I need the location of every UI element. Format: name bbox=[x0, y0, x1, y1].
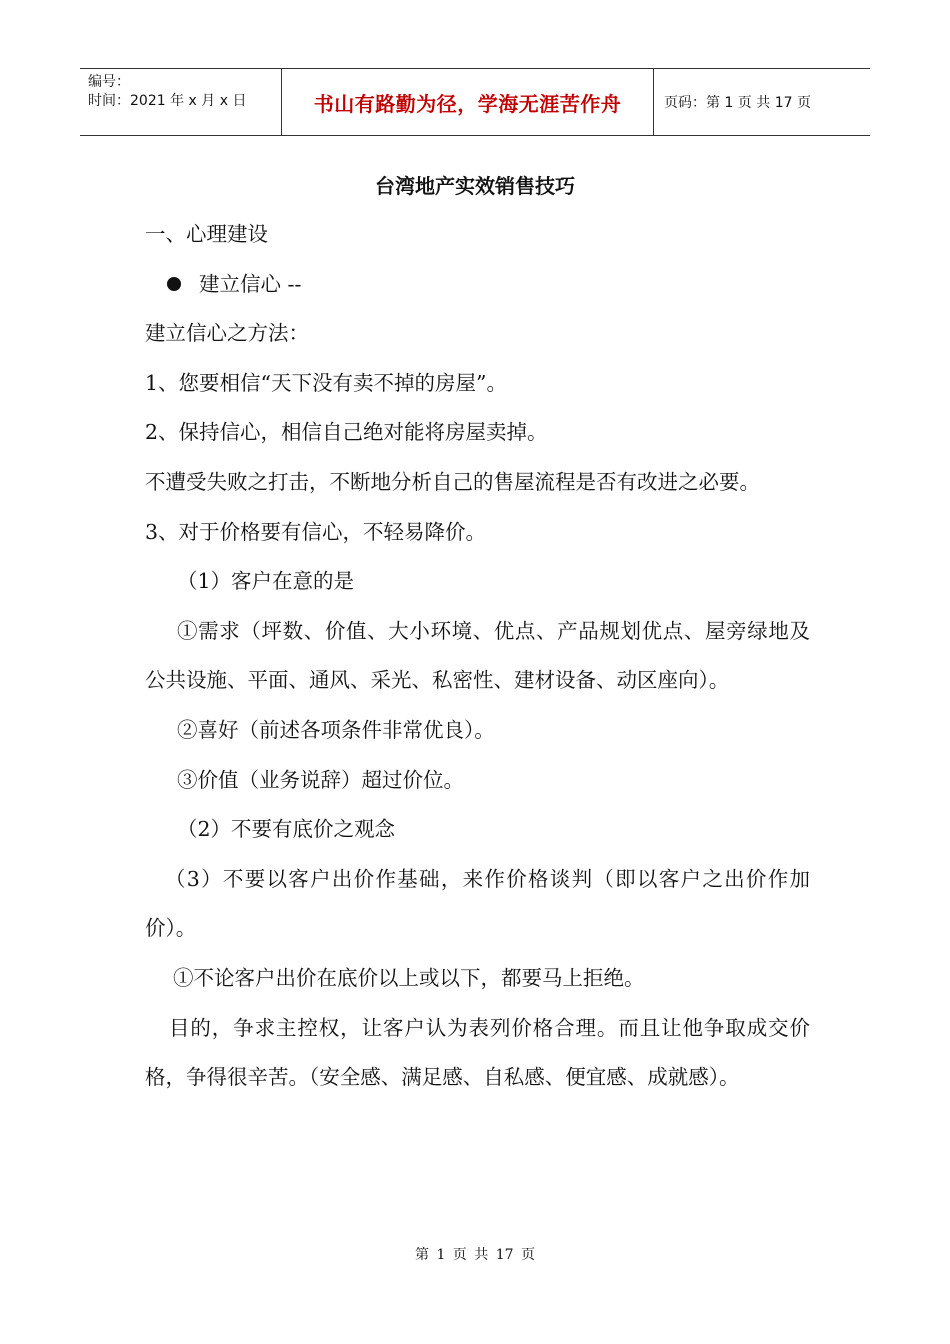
page-footer: 第 1 页 共 17 页 bbox=[415, 1247, 535, 1263]
sub-item-3: （3）不要以客户出价作基础，来作价格谈判（即以客户之出价作加价）。 bbox=[145, 866, 810, 941]
bullet-dot-icon bbox=[167, 277, 181, 291]
sub-item-1: （1）客户在意的是 bbox=[177, 569, 355, 594]
header-meta bbox=[80, 69, 282, 135]
circled-item-2: ②喜好（前述各项条件非常优良）。 bbox=[177, 717, 495, 742]
purpose-paragraph: 目的，争求主控权，让客户认为表列价格合理。而且让他争取成交价格，争得很辛苦。（安全感、满足感、自私感、便宜感、成就感）。 bbox=[145, 1015, 810, 1090]
method-heading: 建立信心之方法： bbox=[145, 321, 309, 346]
doc-number-label: 编号： bbox=[88, 74, 130, 90]
doc-time-label: 时间：2021 年 x 月 x 日 bbox=[88, 93, 247, 109]
header-page-info: 页码：第 1 页 共 17 页 bbox=[664, 95, 811, 111]
document-body bbox=[145, 210, 810, 1103]
list-item-1: 1、您要相信“天下没有卖不掉的房屋”。 bbox=[145, 370, 508, 395]
bullet-text: 建立信心 -- bbox=[199, 271, 302, 296]
list-item-3: 3、对于价格要有信心，不轻易降价。 bbox=[145, 519, 487, 544]
list-item-2: 2、保持信心，相信自己绝对能将房屋卖掉。 bbox=[145, 420, 548, 445]
section-heading: 一、心理建设 bbox=[145, 222, 268, 246]
circled-item-3: ③价值（业务说辞）超过价位。 bbox=[177, 767, 464, 792]
list-item-2-continued: 不遭受失败之打击，不断地分析自己的售屋流程是否有改进之必要。 bbox=[145, 469, 760, 494]
sub-item-2: （2）不要有底价之观念 bbox=[177, 817, 396, 842]
circled-item-1: ①需求（坪数、价值、大小环境、优点、产品规划优点、屋旁绿地及公共设施、平面、通风、采光、私密性、建材设备、动区座向）。 bbox=[145, 618, 810, 693]
header-motto: 书山有路勤为径，学海无涯苦作舟 bbox=[282, 69, 654, 135]
bullet-item bbox=[145, 260, 810, 310]
document-title: 台湾地产实效销售技巧 bbox=[375, 174, 575, 198]
circled-item-4: ①不论客户出价在底价以上或以下，都要马上拒绝。 bbox=[173, 965, 645, 990]
page-header bbox=[80, 68, 870, 136]
